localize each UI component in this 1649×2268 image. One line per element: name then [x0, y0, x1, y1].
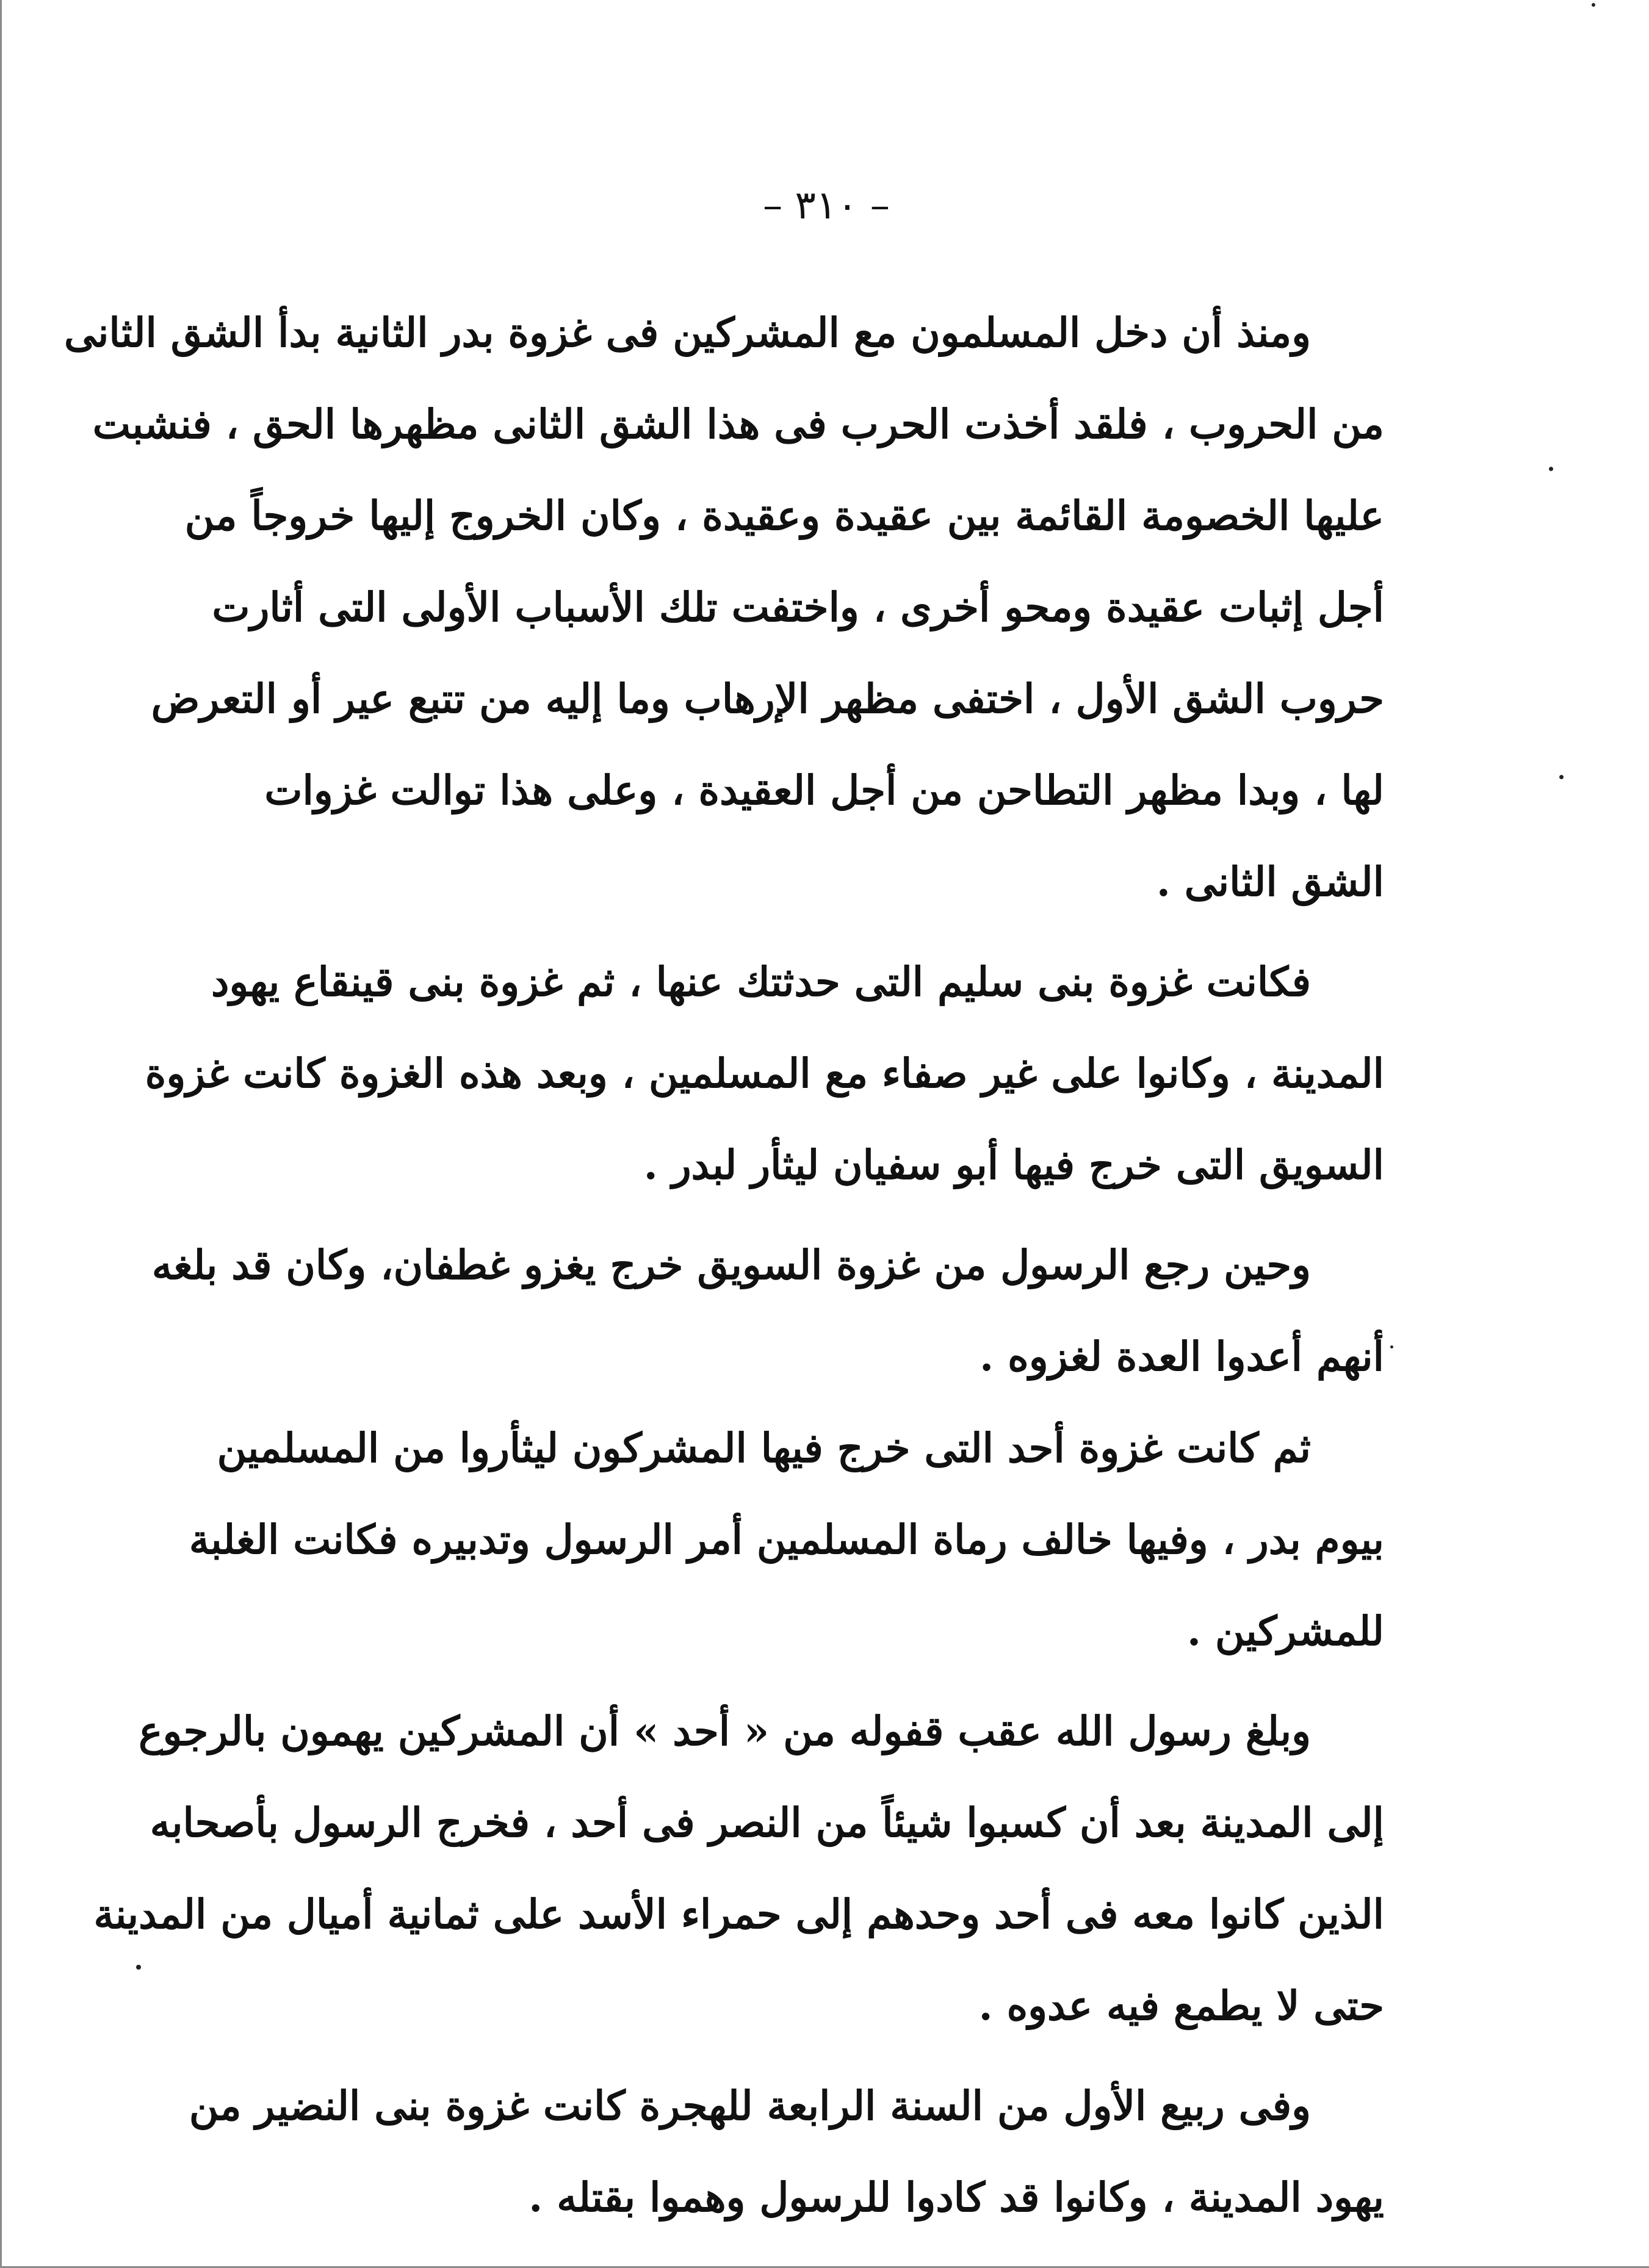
- scan-speck: [1559, 775, 1564, 779]
- scan-speck: [1549, 467, 1553, 471]
- text-line: للمشركين .: [1187, 1607, 1384, 1655]
- text-line: ثم كانت غزوة أحد التى خرج فيها المشركون ليثأروا من المسلمين: [217, 1424, 1311, 1472]
- paragraph: [189, 2060, 1384, 2243]
- body-text: [63, 287, 1384, 2243]
- text-line: من الحروب ، فلقد أخذت الحرب فى هذا الشق الثانى مظهرها الحق ، فنشبت: [92, 400, 1384, 448]
- text-line: وحين رجع الرسول من غزوة السويق خرج يغزو غطفان، وكان قد بلغه: [151, 1241, 1311, 1289]
- text-line: فكانت غزوة بنى سليم التى حدثتك عنها ، ثم غزوة بنى قينقاع يهود: [211, 958, 1311, 1006]
- text-line: المدينة ، وكانوا على غير صفاء مع المسلمين ، وبعد هذه الغزوة كانت غزوة: [145, 1049, 1384, 1097]
- scan-speck: [1390, 1345, 1393, 1348]
- text-line: الذين كانوا معه فى أحد وحدهم إلى حمراء الأسد على ثمانية أميال من المدينة: [93, 1890, 1384, 1938]
- text-line: حتى لا يطمع فيه عدوه .: [978, 1982, 1384, 2029]
- paragraph: [151, 1219, 1384, 1402]
- page-number: – ٣١٠ –: [763, 183, 890, 228]
- scan-speck: [1592, 3, 1595, 7]
- text-line: إلى المدينة بعد أن كسبوا شيئاً من النصر فى أحد ، فخرج الرسول بأصحابه: [150, 1799, 1384, 1846]
- scan-speck: [136, 1965, 141, 1970]
- text-line: الشق الثانى .: [1156, 858, 1384, 905]
- text-line: يهود المدينة ، وكانوا قد كادوا للرسول وهموا بقتله .: [529, 2173, 1384, 2221]
- paragraph: [189, 1402, 1384, 1677]
- text-line: أنهم أعدوا العدة لغزوه .: [980, 1333, 1384, 1380]
- paragraph: [93, 1685, 1384, 2051]
- text-line: عليها الخصومة القائمة بين عقيدة وعقيدة ، وكان الخروج إليها خروجاً من: [184, 492, 1384, 539]
- text-line: وبلغ رسول الله عقب قفوله من « أحد » أن المشركين يهمون بالرجوع: [139, 1707, 1311, 1755]
- paragraph: [145, 936, 1384, 1211]
- text-line: السويق التى خرج فيها أبو سفيان ليثأر لبدر .: [643, 1141, 1384, 1189]
- text-line: لها ، وبدا مظهر التطاحن من أجل العقيدة ، وعلى هذا توالت غزوات: [264, 766, 1384, 814]
- text-line: بيوم بدر ، وفيها خالف رماة المسلمين أمر الرسول وتدبيره فكانت الغلبة: [189, 1516, 1384, 1563]
- paragraph: [63, 287, 1384, 927]
- text-line: أجل إثبات عقيدة ومحو أخرى ، واختفت تلك الأسباب الأولى التى أثارت: [212, 583, 1384, 631]
- text-line: حروب الشق الأول ، اختفى مظهر الإرهاب وما إليه من تتبع عير أو التعرض: [151, 675, 1384, 722]
- text-line: ومنذ أن دخل المسلمون مع المشركين فى غزوة بدر الثانية بدأ الشق الثانى: [63, 309, 1311, 356]
- text-line: وفى ربيع الأول من السنة الرابعة للهجرة كانت غزوة بنى النضير من: [189, 2082, 1311, 2129]
